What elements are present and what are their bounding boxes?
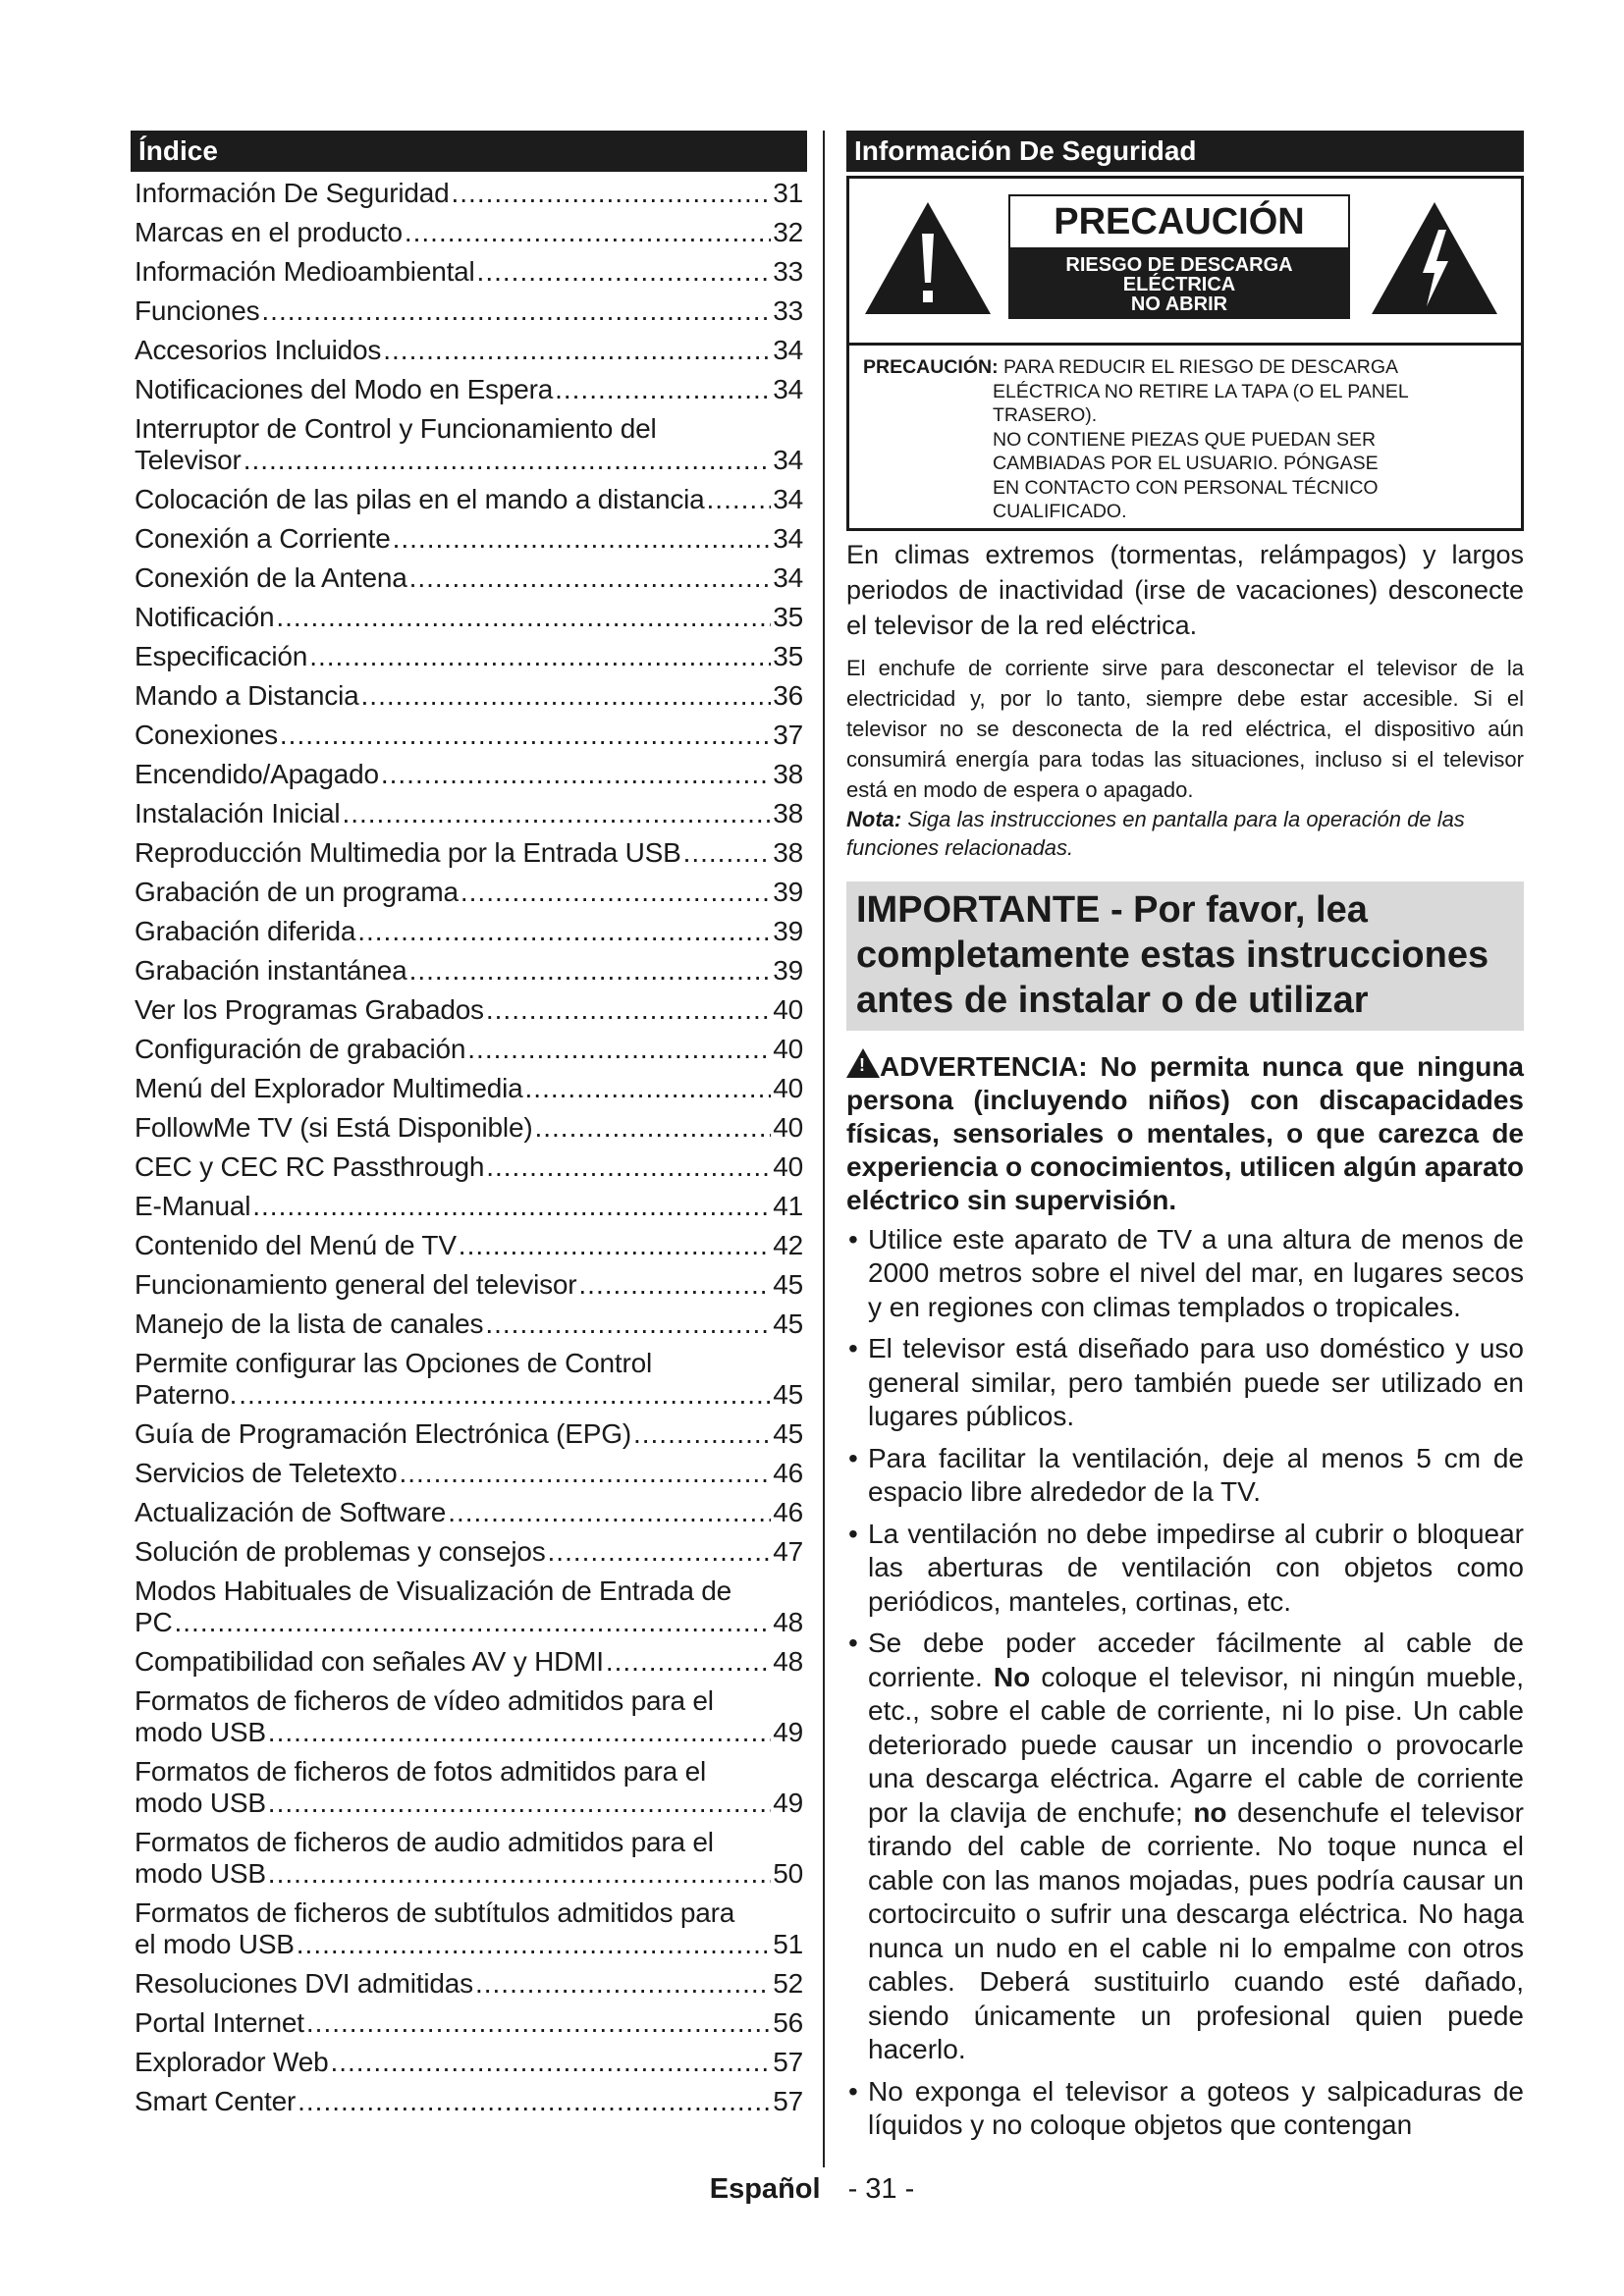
- toc-title: Colocación de las pilas en el mando a distancia: [135, 484, 705, 514]
- toc-entry: [131, 1108, 807, 1148]
- toc-title: Televisor: [135, 445, 242, 475]
- toc-row: [135, 1858, 803, 1890]
- warning-label-box: [846, 176, 1524, 346]
- toc-row: [135, 1458, 803, 1489]
- toc-title: Grabación diferida: [135, 916, 356, 946]
- toc-title: modo USB: [135, 1717, 266, 1747]
- caution-line: EN CONTACTO CON PERSONAL TÉCNICO: [993, 476, 1379, 499]
- toc-title: Servicios de Teletexto: [135, 1458, 398, 1488]
- toc-leader: [409, 562, 772, 594]
- toc-page-number: 40: [773, 1112, 803, 1143]
- bullet-text: Se debe poder acceder fácilmente al cable de corriente.: [868, 1628, 1524, 1692]
- toc-entry: [131, 1532, 807, 1572]
- toc-title: Conexión de la Antena: [135, 562, 407, 593]
- toc-page-number: 39: [773, 955, 803, 986]
- toc-entry: [131, 480, 807, 519]
- toc-row: [135, 1497, 803, 1528]
- toc-page-number: 42: [773, 1230, 803, 1260]
- toc-title-line: Formatos de ficheros de vídeo admitidos para el: [135, 1685, 714, 1716]
- toc-title: Conexión a Corriente: [135, 523, 391, 554]
- toc-page-number: 50: [773, 1858, 803, 1889]
- toc-row: [135, 445, 803, 476]
- toc-row: [135, 720, 803, 751]
- toc-row: [135, 2047, 803, 2078]
- toc-page-number: 39: [773, 916, 803, 946]
- toc-entry: [131, 1415, 807, 1454]
- toc-entry: [131, 1454, 807, 1493]
- toc-row: [135, 2007, 803, 2039]
- toc-entry: [131, 1964, 807, 2003]
- toc-page-number: 48: [773, 1646, 803, 1677]
- toc-title: FollowMe TV (si Está Disponible): [135, 1112, 533, 1143]
- toc-title: Instalación Inicial: [135, 798, 341, 828]
- toc-page-number: 34: [773, 374, 803, 404]
- toc-title: modo USB: [135, 1858, 266, 1889]
- toc-leader: [459, 1230, 771, 1261]
- toc-entry: [131, 1030, 807, 1069]
- toc-title: Notificación: [135, 602, 275, 632]
- toc-row: [135, 916, 803, 947]
- safety-column: [846, 131, 1524, 2151]
- toc-entry: [131, 331, 807, 370]
- column-divider: [823, 131, 825, 2167]
- toc-title: Especificación: [135, 641, 308, 671]
- toc-entry: [131, 716, 807, 755]
- toc-leader: [452, 178, 772, 209]
- toc-entry: [131, 951, 807, 990]
- toc-page-number: 34: [773, 523, 803, 554]
- toc-leader: [633, 1418, 771, 1450]
- toc-page-number: 37: [773, 720, 803, 750]
- page-number: - 31 -: [847, 2173, 915, 2205]
- index-title: Índice: [131, 131, 807, 172]
- toc-page-number: 33: [773, 295, 803, 326]
- toc-leader: [342, 798, 771, 829]
- toc-entry: [131, 1148, 807, 1187]
- toc-row: [135, 1230, 803, 1261]
- toc-entry: [131, 833, 807, 873]
- toc-row: [135, 641, 803, 672]
- toc-page-number: 39: [773, 877, 803, 907]
- list-item: • No exponga el televisor a goteos y salpicaduras de líquidos y no coloque objetos que contengan: [846, 2075, 1524, 2143]
- toc-entry: [131, 637, 807, 676]
- toc-title: Ver los Programas Grabados: [135, 994, 484, 1025]
- toc-leader: [460, 877, 771, 908]
- toc-page-number: 38: [773, 759, 803, 789]
- toc-leader: [280, 720, 771, 751]
- toc-entry: [131, 1069, 807, 1108]
- toc-leader: [555, 374, 771, 405]
- toc-row: [135, 1929, 803, 1960]
- toc-leader: [239, 1379, 771, 1411]
- toc-row: [135, 295, 803, 327]
- note-label: Nota:: [846, 806, 902, 831]
- toc-leader: [357, 916, 771, 947]
- toc-title: Manejo de la lista de canales: [135, 1308, 484, 1339]
- toc-row: [135, 1112, 803, 1144]
- toc-page-number: 51: [773, 1929, 803, 1959]
- toc-leader: [393, 523, 772, 555]
- table-of-contents: [131, 174, 807, 2121]
- toc-row: [135, 374, 803, 405]
- risk-line: RIESGO DE DESCARGA: [1065, 254, 1293, 276]
- toc-title: Marcas en el producto: [135, 217, 403, 247]
- toc-entry: [131, 370, 807, 409]
- toc-title: E-Manual: [135, 1191, 251, 1221]
- toc-title: Grabación instantánea: [135, 955, 407, 986]
- toc-leader: [477, 256, 772, 288]
- caution-line: ELÉCTRICA NO RETIRE LA TAPA (O EL PANEL: [993, 380, 1409, 402]
- toc-leader: [330, 2047, 771, 2078]
- toc-entry: [131, 1265, 807, 1305]
- toc-leader: [276, 602, 771, 633]
- toc-title: Conexiones: [135, 720, 278, 750]
- toc-page-number: 35: [773, 641, 803, 671]
- caution-line: CAMBIADAS POR EL USUARIO. PÓNGASE: [993, 453, 1379, 474]
- toc-entry: [131, 873, 807, 912]
- toc-page-number: 34: [773, 562, 803, 593]
- toc-title: Notificaciones del Modo en Espera: [135, 374, 554, 404]
- toc-leader: [448, 1497, 771, 1528]
- toc-row: [135, 256, 803, 288]
- toc-row: [135, 523, 803, 555]
- toc-entry: [131, 519, 807, 559]
- toc-page-number: 45: [773, 1418, 803, 1449]
- footer-language: Español: [709, 2173, 821, 2205]
- toc-row: [135, 484, 803, 515]
- toc-title: Compatibilidad con señales AV y HDMI: [135, 1646, 604, 1677]
- safety-title: Información De Seguridad: [846, 131, 1524, 172]
- toc-title: Guía de Programación Electrónica (EPG): [135, 1418, 631, 1449]
- toc-row: [135, 680, 803, 712]
- warning-triangle-icon: [846, 1048, 880, 1078]
- toc-title-line: Interruptor de Control y Funcionamiento del: [135, 413, 657, 444]
- toc-entry: [131, 252, 807, 292]
- toc-title: Configuración de grabación: [135, 1034, 466, 1064]
- toc-leader: [381, 759, 771, 790]
- toc-page-number: 38: [773, 798, 803, 828]
- toc-entry: [131, 1226, 807, 1265]
- toc-leader: [261, 295, 771, 327]
- caution-text: [846, 346, 1524, 531]
- toc-leader: [309, 641, 771, 672]
- list-item: • Para facilitar la ventilación, deje al menos 5 cm de espacio libre alrededor de la TV.: [846, 1442, 1524, 1510]
- toc-entry: [131, 559, 807, 598]
- toc-leader: [244, 445, 772, 476]
- toc-page-number: 57: [773, 2047, 803, 2077]
- toc-leader: [298, 2086, 771, 2117]
- toc-page-number: 46: [773, 1458, 803, 1488]
- toc-page-number: 33: [773, 256, 803, 287]
- toc-entry: [131, 1682, 807, 1752]
- toc-leader: [578, 1269, 771, 1301]
- toc-title: Funcionamiento general del televisor: [135, 1269, 577, 1300]
- caution-line: NO CONTIENE PIEZAS QUE PUEDAN SER: [993, 428, 1377, 451]
- toc-row: [135, 837, 803, 869]
- toc-row: [135, 1536, 803, 1568]
- toc-title-line: Permite configurar las Opciones de Control: [135, 1348, 652, 1378]
- toc-page-number: 49: [773, 1717, 803, 1747]
- toc-page-number: 34: [773, 484, 803, 514]
- toc-row: [135, 1646, 803, 1678]
- toc-entry: [131, 1572, 807, 1642]
- list-item: • El televisor está diseñado para uso doméstico y uso general similar, pero también puede ser utilizado en lugares públicos.: [846, 1332, 1524, 1434]
- note-paragraph: [846, 805, 1524, 862]
- toc-row: [135, 2086, 803, 2117]
- index-column: [131, 131, 807, 2121]
- toc-page-number: 40: [773, 1034, 803, 1064]
- toc-title: Información Medioambiental: [135, 256, 475, 287]
- toc-row: [135, 335, 803, 366]
- list-item: • Utilice este aparato de TV a una altura de menos de 2000 metros sobre el nivel del mar, en lugares secos y en regiones con climas templados o tropicales.: [846, 1223, 1524, 1325]
- toc-row: [135, 1379, 803, 1411]
- toc-row: [135, 1151, 803, 1183]
- caution-line: CUALIFICADO.: [993, 501, 1127, 522]
- toc-title: modo USB: [135, 1788, 266, 1818]
- toc-leader: [383, 335, 771, 366]
- toc-page-number: 45: [773, 1379, 803, 1410]
- toc-entry: [131, 174, 807, 213]
- toc-leader: [485, 1308, 771, 1340]
- toc-page-number: 40: [773, 1151, 803, 1182]
- safety-bullet-list: [846, 1223, 1524, 2143]
- toc-entry: [131, 409, 807, 480]
- toc-leader: [486, 1151, 771, 1183]
- toc-leader: [297, 1929, 771, 1960]
- toc-row: [135, 562, 803, 594]
- toc-page-number: 40: [773, 994, 803, 1025]
- electric-shock-icon: [1370, 200, 1499, 316]
- toc-row: [135, 1073, 803, 1104]
- risk-text: [1008, 249, 1350, 319]
- toc-entry: [131, 2082, 807, 2121]
- toc-row: [135, 1269, 803, 1301]
- toc-row: [135, 1418, 803, 1450]
- toc-entry: [131, 1894, 807, 1964]
- toc-title-line: Formatos de ficheros de fotos admitidos para el: [135, 1756, 707, 1787]
- toc-title: Mando a Distancia: [135, 680, 359, 711]
- toc-title: Actualización de Software: [135, 1497, 447, 1527]
- toc-title: Resoluciones DVI admitidas: [135, 1968, 473, 1999]
- toc-entry: [131, 912, 807, 951]
- bullet-text: desenchufe el televisor tirando del cable de corriente. No toque nunca el cable con las manos mojadas, pues podría causar un cortocircuito o sufrir una descarga eléctrica. No haga nunca un nudo en el cable ni lo empalme con otros cables. Deberá sustituirlo cuando esté dañado, siendo únicamente un profesional quien puede hacerlo.: [868, 1796, 1525, 2064]
- toc-leader: [252, 1191, 771, 1222]
- toc-entry: [131, 1823, 807, 1894]
- toc-entry: [131, 1642, 807, 1682]
- caution-first-line: PARA REDUCIR EL RIESGO DE DESCARGA: [1003, 356, 1399, 378]
- list-item: [846, 1627, 1524, 2067]
- toc-leader: [606, 1646, 771, 1678]
- toc-row: [135, 178, 803, 209]
- toc-page-number: 45: [773, 1269, 803, 1300]
- toc-row: [135, 217, 803, 248]
- toc-title: Contenido del Menú de TV: [135, 1230, 457, 1260]
- risk-line: ELÉCTRICA: [1122, 274, 1236, 295]
- toc-page-number: 34: [773, 335, 803, 365]
- toc-leader: [475, 1968, 771, 2000]
- toc-entry: [131, 676, 807, 716]
- toc-entry: [131, 755, 807, 794]
- toc-row: [135, 1717, 803, 1748]
- caution-line: TRASERO).: [993, 404, 1098, 426]
- toc-title: CEC y CEC RC Passthrough: [135, 1151, 485, 1182]
- toc-page-number: 46: [773, 1497, 803, 1527]
- toc-title: Paterno.: [135, 1379, 238, 1410]
- bullet-emphasis: no: [1193, 1796, 1227, 1828]
- toc-page-number: 41: [773, 1191, 803, 1221]
- toc-entry: [131, 1752, 807, 1823]
- page-footer: [0, 2173, 1624, 2206]
- toc-row: [135, 798, 803, 829]
- toc-leader: [548, 1536, 772, 1568]
- toc-title: Información De Seguridad: [135, 178, 450, 208]
- toc-entry: [131, 794, 807, 833]
- warning-paragraph: [846, 1048, 1524, 1217]
- toc-page-number: 38: [773, 837, 803, 868]
- toc-page-number: 34: [773, 445, 803, 475]
- note-text: Siga las instrucciones en pantalla para la operación de las funciones relacionadas.: [846, 806, 1465, 860]
- toc-entry: [131, 2043, 807, 2082]
- toc-row: [135, 877, 803, 908]
- toc-title: Reproducción Multimedia por la Entrada USB: [135, 837, 681, 868]
- toc-title-line: Modos Habituales de Visualización de Entrada de: [135, 1575, 732, 1606]
- plug-paragraph: El enchufe de corriente sirve para desconectar el televisor de la electricidad y, por lo tanto, siempre debe estar accesible. Si el televisor no se desconecta de la red eléctrica, el dispositivo aún consumirá energía para todas las situaciones, incluso si el televisor está en modo de espera o apagado.: [846, 655, 1524, 802]
- toc-entry: [131, 990, 807, 1030]
- toc-page-number: 52: [773, 1968, 803, 1999]
- toc-row: [135, 955, 803, 987]
- toc-entry: [131, 1187, 807, 1226]
- toc-leader: [707, 484, 772, 515]
- toc-leader: [175, 1607, 772, 1638]
- toc-title: Solución de problemas y consejos: [135, 1536, 546, 1567]
- toc-leader: [268, 1717, 771, 1748]
- toc-title-line: Formatos de ficheros de subtítulos admitidos para: [135, 1897, 735, 1928]
- toc-entry: [131, 1305, 807, 1344]
- toc-title: Smart Center: [135, 2086, 297, 2116]
- toc-page-number: 45: [773, 1308, 803, 1339]
- bullet-text: coloque el televisor, ni ningún mueble, etc., sobre el cable de corriente, ni lo pise. Un cable deteriorado puede causar un incendio o provocarle una descarga eléctrica. Agarre el cable de corriente por la clavija de enchufe;: [868, 1661, 1524, 1828]
- toc-page-number: 56: [773, 2007, 803, 2038]
- toc-row: [135, 1607, 803, 1638]
- toc-row: [135, 1034, 803, 1065]
- toc-page-number: 36: [773, 680, 803, 711]
- toc-row: [135, 602, 803, 633]
- toc-title: Menú del Explorador Multimedia: [135, 1073, 523, 1103]
- toc-leader: [534, 1112, 771, 1144]
- toc-entry: [131, 292, 807, 331]
- toc-row: [135, 759, 803, 790]
- toc-leader: [683, 837, 772, 869]
- toc-leader: [525, 1073, 772, 1104]
- toc-page-number: 48: [773, 1607, 803, 1637]
- toc-title: PC: [135, 1607, 173, 1637]
- toc-title: Accesorios Incluidos: [135, 335, 382, 365]
- toc-row: [135, 1191, 803, 1222]
- precaution-label: [1008, 194, 1350, 319]
- toc-title: Grabación de un programa: [135, 877, 459, 907]
- exclamation-warning-icon: [863, 200, 993, 316]
- toc-row: [135, 1308, 803, 1340]
- toc-title: Explorador Web: [135, 2047, 329, 2077]
- bullet-emphasis: No: [993, 1661, 1031, 1692]
- toc-leader: [361, 680, 772, 712]
- warning-text: ADVERTENCIA: No permita nunca que ninguna persona (incluyendo niños) con discapacidades físicas, sensoriales o mentales, o que carezca de experiencia o conocimientos, utilicen algún aparato eléctrico sin supervisión.: [846, 1050, 1524, 1215]
- risk-line: NO ABRIR: [1130, 294, 1228, 315]
- toc-row: [135, 1968, 803, 2000]
- toc-page-number: 40: [773, 1073, 803, 1103]
- toc-page-number: 35: [773, 602, 803, 632]
- toc-leader: [409, 955, 772, 987]
- toc-entry: [131, 1493, 807, 1532]
- toc-page-number: 47: [773, 1536, 803, 1567]
- toc-page-number: 49: [773, 1788, 803, 1818]
- climates-paragraph: En climas extremos (tormentas, relámpagos) y largos periodos de inactividad (irse de vacaciones) desconecte el televisor de la red eléctrica.: [846, 539, 1524, 640]
- toc-leader: [268, 1788, 771, 1819]
- toc-leader: [399, 1458, 771, 1489]
- toc-leader: [486, 994, 771, 1026]
- toc-entry: [131, 2003, 807, 2043]
- toc-row: [135, 994, 803, 1026]
- caution-label: PRECAUCIÓN:: [863, 356, 999, 378]
- toc-leader: [268, 1858, 771, 1890]
- toc-title: el modo USB: [135, 1929, 295, 1959]
- precaution-word: PRECAUCIÓN: [1008, 194, 1350, 249]
- toc-entry: [131, 598, 807, 637]
- toc-title: Encendido/Apagado: [135, 759, 379, 789]
- toc-title: Portal Internet: [135, 2007, 304, 2038]
- important-heading: IMPORTANTE - Por favor, lea completamente estas instrucciones antes de instalar o de utilizar: [846, 881, 1524, 1031]
- toc-leader: [467, 1034, 771, 1065]
- toc-leader: [306, 2007, 771, 2039]
- toc-page-number: 57: [773, 2086, 803, 2116]
- toc-entry: [131, 213, 807, 252]
- toc-entry: [131, 1344, 807, 1415]
- toc-title-line: Formatos de ficheros de audio admitidos para el: [135, 1827, 714, 1857]
- toc-page-number: 31: [773, 178, 803, 208]
- toc-leader: [405, 217, 771, 248]
- toc-title: Funciones: [135, 295, 260, 326]
- toc-page-number: 32: [773, 217, 803, 247]
- toc-row: [135, 1788, 803, 1819]
- list-item: • La ventilación no debe impedirse al cubrir o bloquear las aberturas de ventilación con objetos como periódicos, manteles, cortinas, etc.: [846, 1518, 1524, 1620]
